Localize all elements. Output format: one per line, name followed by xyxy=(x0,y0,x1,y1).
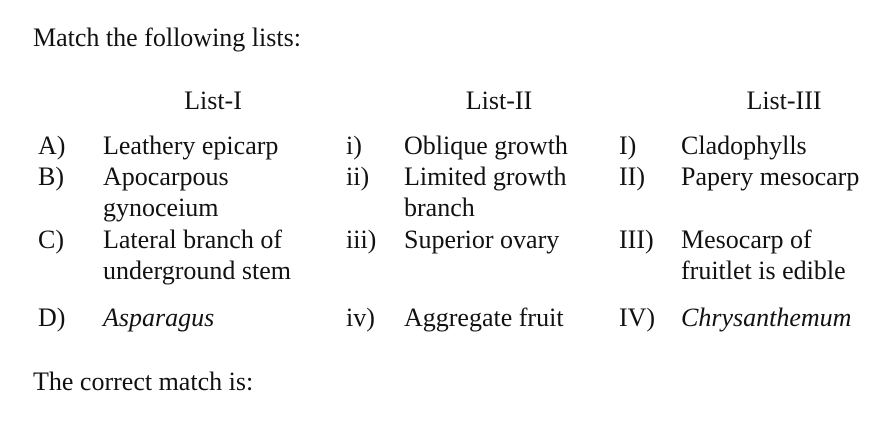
list-1-label: D) xyxy=(38,303,66,332)
list-1-label: C) xyxy=(38,225,64,254)
list-1-item: Lateral branch of underground stem xyxy=(103,225,291,285)
list-2-item: Oblique growth xyxy=(404,131,568,160)
list-1-item: Asparagus xyxy=(103,303,215,332)
list-3-item: Chrysanthemum xyxy=(681,303,852,332)
list-2-item: Limited growth branch xyxy=(404,162,567,222)
list-2-label: ii) xyxy=(346,162,370,191)
question-outro: The correct match is: xyxy=(33,367,254,396)
list-3-item: Cladophylls xyxy=(681,131,807,160)
list-2-item: Aggregate fruit xyxy=(404,303,564,332)
list-3-label: IV) xyxy=(619,303,656,332)
list-3-label: I) xyxy=(619,131,637,160)
list-3-item: Mesocarp of fruitlet is edible xyxy=(681,225,846,285)
list-2-label: iv) xyxy=(346,303,375,332)
list-1-label: B) xyxy=(38,162,64,191)
list-3-label: II) xyxy=(619,162,645,191)
list-1-item: Apocarpous gynoceium xyxy=(103,162,229,222)
list-2-item: Superior ovary xyxy=(404,225,560,254)
list-1-label: A) xyxy=(38,131,66,160)
list-2-header: List-II xyxy=(465,86,533,115)
list-1-item: Leathery epicarp xyxy=(103,131,279,160)
question-intro: Match the following lists: xyxy=(33,23,301,52)
list-3-item: Papery mesocarp xyxy=(681,162,860,191)
list-1-header: List-I xyxy=(184,86,242,115)
list-2-label: iii) xyxy=(346,225,377,254)
list-3-label: III) xyxy=(619,225,654,254)
list-3-header: List-III xyxy=(746,86,822,115)
list-2-label: i) xyxy=(346,131,362,160)
